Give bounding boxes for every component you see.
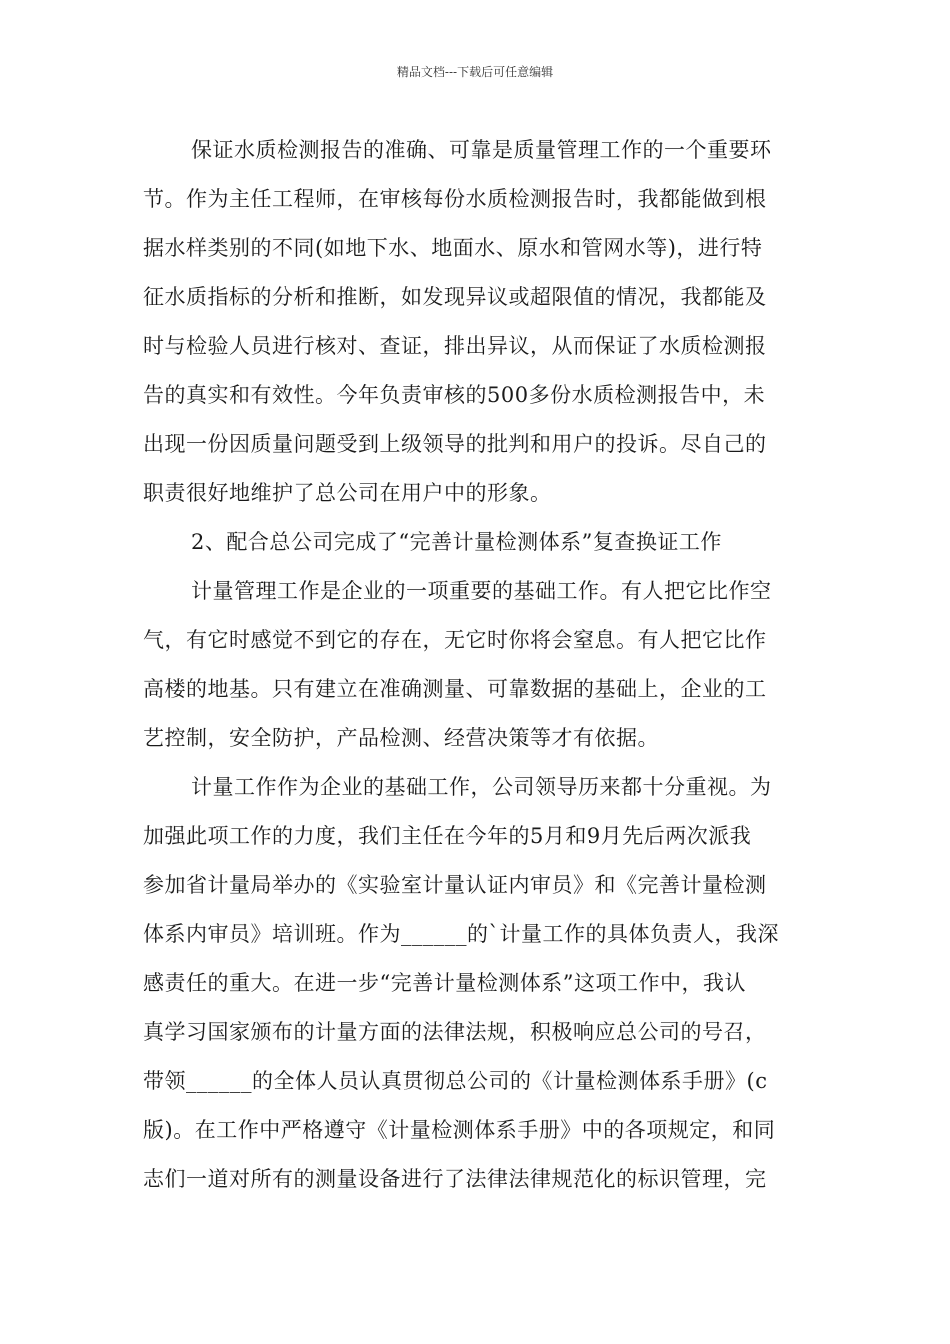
section-heading: 2、配合总公司完成了“完善计量检测体系”复查换证工作 — [191, 530, 722, 554]
text-line: 征水质指标的分析和推断，如发现异议或超限值的情况，我都能及 — [143, 285, 767, 309]
text-line: 加强此项工作的力度，我们主任在今年的5月和9月先后两次派我 — [143, 824, 752, 848]
page-header: 精品文档---下载后可任意编辑 — [396, 65, 554, 79]
text-line: 参加省计量局举办的《实验室计量认证内审员》和《完善计量检测 — [143, 873, 767, 897]
text-line: 气，有它时感觉不到它的存在，无它时你将会窒息。有人把它比作 — [143, 628, 767, 652]
text-line: 出现一份因质量问题受到上级领导的批判和用户的投诉。尽自己的 — [143, 432, 767, 456]
text-line: 带领______的全体人员认真贯彻总公司的《计量检测体系手册》(c — [143, 1069, 768, 1093]
text-line: 告的真实和有效性。今年负责审核的500多份水质检测报告中，未 — [143, 383, 766, 407]
text-line: 体系内审员》培训班。作为______的`计量工作的具体负责人，我深 — [143, 922, 779, 946]
document-body — [143, 130, 808, 1199]
text-line: 计量管理工作是企业的一项重要的基础工作。有人把它比作空 — [191, 579, 772, 603]
text-line: 感责任的重大。在进一步“完善计量检测体系”这项工作中，我认 — [143, 971, 746, 995]
text-line: 计量工作作为企业的基础工作，公司领导历来都十分重视。为 — [191, 775, 772, 799]
text-line: 职责很好地维护了总公司在用户中的形象。 — [143, 481, 552, 505]
text-line: 真学习国家颁布的计量方面的法律法规，积极响应总公司的号召， — [143, 1020, 767, 1044]
text-line: 节。作为主任工程师，在审核每份水质检测报告时，我都能做到根 — [143, 187, 767, 211]
text-line: 保证水质检测报告的准确、可靠是质量管理工作的一个重要环 — [191, 138, 772, 162]
text-line: 版)。在工作中严格遵守《计量检测体系手册》中的各项规定，和同 — [143, 1118, 776, 1142]
text-line: 志们一道对所有的测量设备进行了法律法律规范化的标识管理，完 — [143, 1167, 767, 1191]
text-line: 据水样类别的不同(如地下水、地面水、原水和管网水等)，进行特 — [143, 236, 763, 260]
text-line: 高楼的地基。只有建立在准确测量、可靠数据的基础上，企业的工 — [143, 677, 767, 701]
text-line: 时与检验人员进行核对、查证，排出异议，从而保证了水质检测报 — [143, 334, 767, 358]
text-line: 艺控制，安全防护，产品检测、经营决策等才有依据。 — [143, 726, 659, 750]
